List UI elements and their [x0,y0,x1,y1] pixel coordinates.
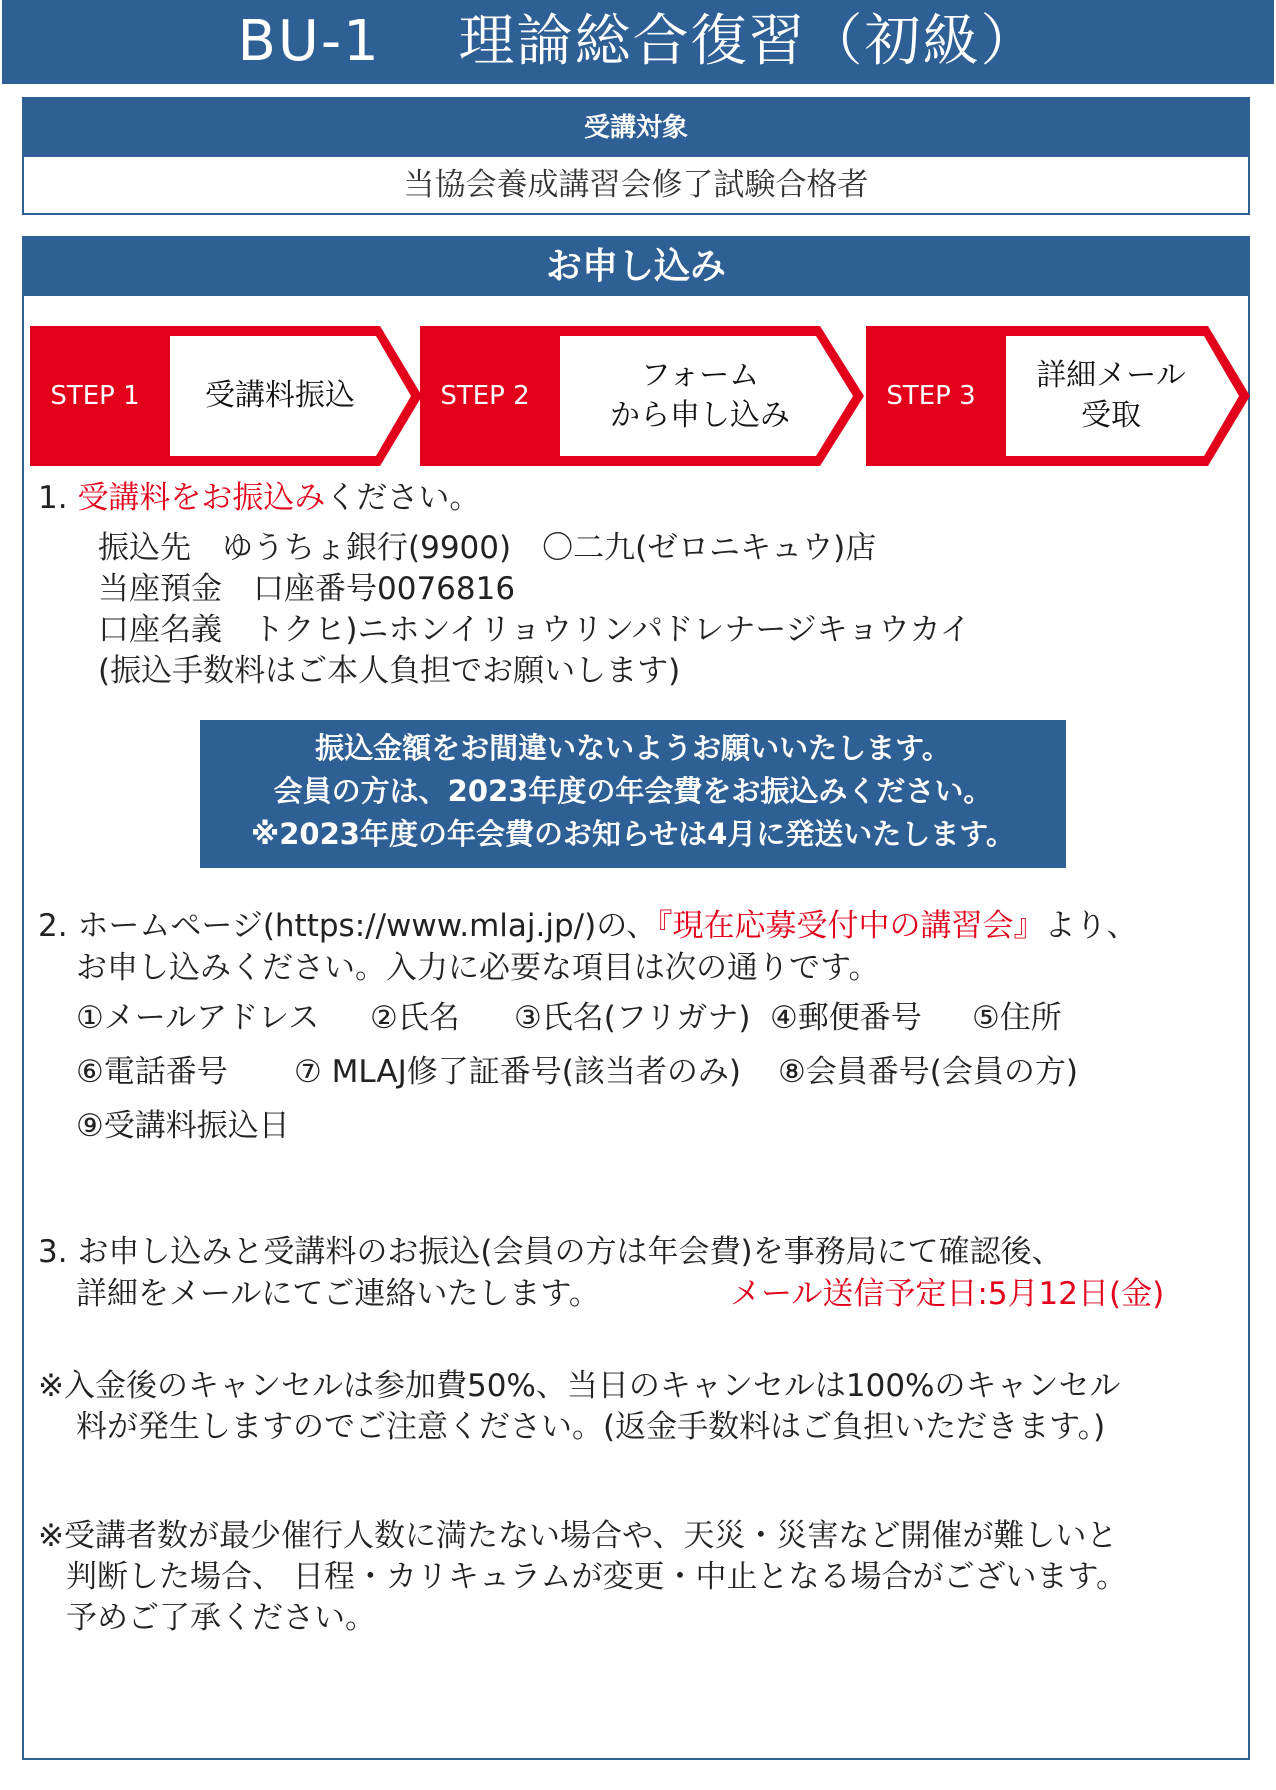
instruction-3-line2: 詳細をメールにてご連絡いたします。 [76,1276,600,1312]
instruction-2-line2: お申し込みください。入力に必要な項目は次の通りです。 [76,950,880,986]
cancel-note: ※入金後のキャンセルは参加費50%、当日のキャンセルは100%のキャンセル 料が発生しますのでご注意ください。(返金手数料はご負担いただきます。) [38,1368,1121,1445]
item-9: ⑨受講料振込日 [76,1108,290,1144]
step3-text: 詳細メール 受取 [1036,358,1186,433]
apply-header: お申し込み [24,238,1248,296]
step3-label: STEP 3 [886,381,976,411]
bank-details: 振込先 ゆうちょ銀行(9900) 〇二九(ゼロニキュウ)店 当座預金 口座番号0076816 口座名義 トクヒ)ニホンイリョウリンパドレナージキョウカイ (振込手数料はご本人負担でお願いします) [98,530,971,689]
instruction-1: 1. 受講料をお振込みください。 [38,480,481,516]
item-5: ⑤住所 [972,1000,1062,1036]
item-2: ②氏名 [370,1000,460,1036]
item-3: ③氏名(フリガナ) [514,1000,751,1036]
step2-text: フォーム から申し込み [610,358,790,433]
item-4: ④郵便番号 [770,1000,922,1036]
target-body: 当協会養成講習会修了試験合格者 [403,167,869,203]
step2-label: STEP 2 [440,381,530,411]
step-flow [30,326,1252,466]
item-7: ⑦ MLAJ修了証番号(該当者のみ) [294,1054,741,1090]
notice-box: 振込金額をお間違いないようお願いいたします。 会員の方は、2023年度の年会費をお振込みください。 ※2023年度の年会費のお知らせは4月に発送いたします。 [200,720,1066,868]
page-title: BU-1 理論総合復習（初級） [2,0,1274,84]
step1-text: 受講料振込 [205,378,355,413]
instruction-3: 3. お申し込みと受講料のお振込(会員の方は年会費)を事務局にて確認後、 [38,1234,1063,1270]
mail-date: メール送信予定日:5月12日(金) [730,1276,1165,1312]
schedule-note: ※受講者数が最少催行人数に満たない場合や、天災・災害など開催が難しいと 判断した場合、 日程・カリキュラムが変更・中止となる場合がございます。 予めご了承ください。 [38,1518,1128,1636]
step1-label: STEP 1 [50,381,140,411]
item-1: ①メールアドレス [76,1000,320,1036]
item-8: ⑧会員番号(会員の方) [778,1054,1078,1090]
target-header: 受講対象 [24,99,1248,157]
target-box [22,97,1250,215]
item-6: ⑥電話番号 [76,1054,228,1090]
instruction-2: 2. ホームページ(https://www.mlaj.jp/)の、『現在応募受付中の講習会』より、 [38,908,1138,944]
apply-box [22,236,1250,1760]
course-link[interactable]: 『現在応募受付中の講習会』 [656,908,1045,944]
